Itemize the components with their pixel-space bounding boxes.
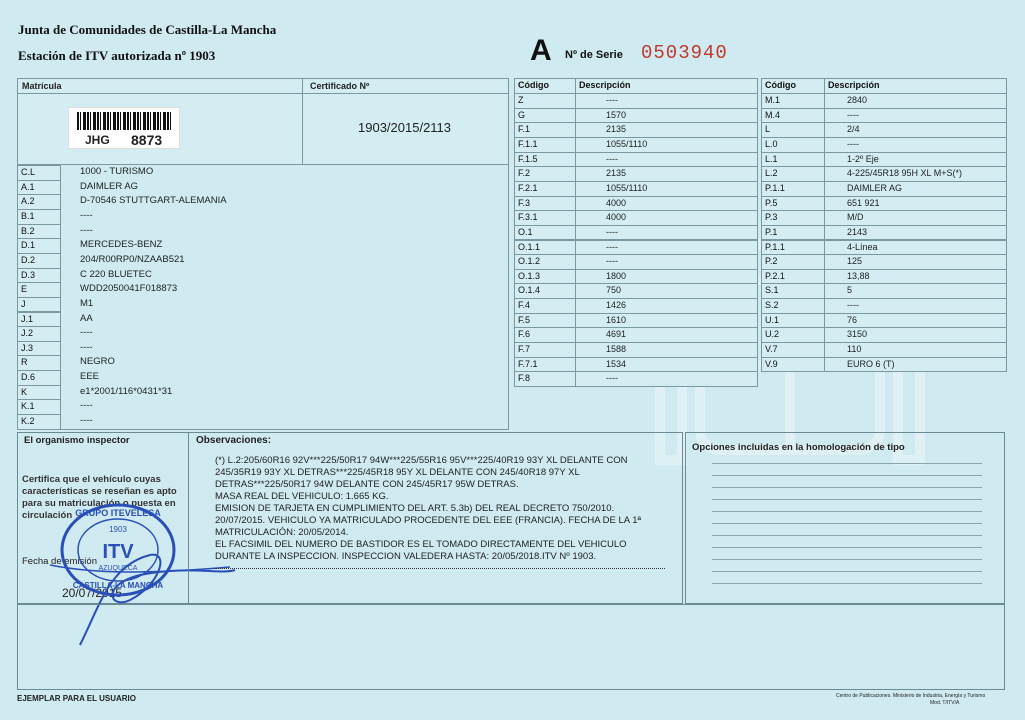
right-row-value: 13,88	[824, 269, 1007, 285]
right-desc-header: Descripción	[824, 78, 1007, 94]
right-row-value: 3150	[824, 327, 1007, 343]
opciones-line	[712, 511, 982, 512]
mid-row-value: ----	[575, 225, 758, 241]
right-row-code: V.9	[761, 357, 825, 373]
right-row-value: 4-Línea	[824, 240, 1007, 256]
opciones-line	[712, 475, 982, 476]
right-row-value: 125	[824, 254, 1007, 270]
right-row-code: P.5	[761, 196, 825, 212]
right-row-code: L	[761, 122, 825, 138]
header-line-2: Estación de ITV autorizada nº 1903	[18, 48, 216, 63]
mid-row-code: F.8	[514, 371, 576, 387]
right-row-value: ----	[824, 137, 1007, 153]
right-row-code: P.3	[761, 210, 825, 226]
right-row-code: P.1.1	[761, 181, 825, 197]
stamp-num: 1903	[109, 525, 127, 534]
opciones-label: Opciones incluidas en la homologación de tipo	[692, 442, 905, 453]
left-row-code: K.1	[17, 399, 61, 415]
mid-row-value: 1800	[575, 269, 758, 285]
mid-row-code: F.4	[514, 298, 576, 314]
right-row-value: 1-2º Eje	[824, 152, 1007, 168]
mid-row-value: 4691	[575, 327, 758, 343]
mid-row-code: O.1.3	[514, 269, 576, 285]
mid-code-header: Código	[514, 78, 576, 94]
mid-row-code: F.2.1	[514, 181, 576, 197]
mid-row-code: F.1	[514, 122, 576, 138]
left-row-code: D.3	[17, 268, 61, 284]
left-row-value: NEGRO	[80, 356, 115, 368]
right-row-value: ----	[824, 108, 1007, 124]
right-row-code: M.1	[761, 93, 825, 109]
mid-row-code: F.1.1	[514, 137, 576, 153]
observaciones-dotted-line	[215, 568, 665, 569]
right-row-code: S.2	[761, 298, 825, 314]
left-row-value: ----	[80, 209, 93, 221]
left-row-value: WDD2050041F018873	[80, 283, 178, 295]
right-row-code: S.1	[761, 283, 825, 299]
right-row-code: L.1	[761, 152, 825, 168]
left-row-code: J.3	[17, 341, 61, 357]
opciones-line	[712, 547, 982, 548]
left-row-value: C 220 BLUETEC	[80, 268, 152, 280]
serial-label: Nº de Serie	[565, 49, 623, 61]
opciones-line	[712, 523, 982, 524]
left-row-code: R	[17, 355, 61, 371]
footer-left: EJEMPLAR PARA EL USUARIO	[17, 694, 136, 703]
mid-row-value: 1534	[575, 357, 758, 373]
right-row-value: 5	[824, 283, 1007, 299]
mid-row-code: F.5	[514, 313, 576, 329]
right-row-code: U.2	[761, 327, 825, 343]
mid-row-code: O.1.2	[514, 254, 576, 270]
footer-right-1: Centro de Publicaciones. Ministerio de Industria, Energía y Turismo	[836, 693, 986, 699]
opciones-line	[712, 499, 982, 500]
right-row-value: ----	[824, 298, 1007, 314]
mid-row-value: 2135	[575, 122, 758, 138]
left-row-value: ----	[80, 224, 93, 236]
left-row-code: J.2	[17, 326, 61, 342]
mid-row-code: G	[514, 108, 576, 124]
right-row-value: 2840	[824, 93, 1007, 109]
right-row-code: V.7	[761, 342, 825, 358]
mid-row-code: O.1	[514, 225, 576, 241]
left-row-code: A.1	[17, 180, 61, 196]
opciones-line	[712, 535, 982, 536]
right-row-value: 2143	[824, 225, 1007, 241]
right-row-code: P.2	[761, 254, 825, 270]
right-row-value: M/D	[824, 210, 1007, 226]
mid-row-value: 1610	[575, 313, 758, 329]
left-values-panel	[60, 164, 509, 430]
category-letter: A	[530, 34, 552, 67]
left-row-value: 204/R00RP0/NZAAB521	[80, 253, 185, 265]
mid-row-value: 1055/1110	[575, 181, 758, 197]
stamp-bottom: CASTILLA-LA MANCHA	[72, 581, 164, 590]
plate-barcode	[68, 107, 180, 149]
left-row-code: A.2	[17, 194, 61, 210]
left-row-code: J.1	[17, 312, 61, 328]
left-row-code: D.2	[17, 253, 61, 269]
mid-row-value: ----	[575, 152, 758, 168]
observaciones-text: (*) L.2:205/60R16 92V***225/50R17 94W***225/55R16 95V***225/40R19 93Y XL DELANTE CON 245/35R19 93Y XL DETRAS***225/45R18 95Y XL DELANTE CON 245/40R18 97Y XL DETRAS***225/50R17 94W DELANTE CON 245/45R17 95W DETRAS. MASA REAL DEL VEHICULO: 1.665 KG. EMISION DE TARJETA EN CUMPLIMIENTO DEL ART. 5.3b) DEL REAL DECRETO 750/2010. 20/07/2015. VEHICULO YA MATRICULADO PROCEDENTE DEL EEE (FRANCIA). FECHA DE LA 1ª MATRICULACIÓN: 20/05/2014. EL FACSIMIL DEL NUMERO DE BASTIDOR ES EL TOMADO DIRECTAMENTE DEL VEHICULO DURANTE LA INSPECCION. INSPECCION VALEDERA HASTA: 20/05/2018.ITV Nº 1903.	[215, 455, 642, 562]
mid-row-value: ----	[575, 371, 758, 387]
right-row-value: 2/4	[824, 122, 1007, 138]
mid-row-value: 1055/1110	[575, 137, 758, 153]
right-row-value: EURO 6 (T)	[824, 357, 1007, 373]
left-row-value: DAIMLER AG	[80, 180, 139, 192]
left-row-code: D.1	[17, 238, 61, 254]
left-row-value: 1000 - TURISMO	[80, 166, 154, 177]
mid-row-value: ----	[575, 93, 758, 109]
right-row-code: M.4	[761, 108, 825, 124]
right-row-value: 4-225/45R18 95H XL M+S(*)	[824, 166, 1007, 182]
left-row-code: D.6	[17, 370, 61, 386]
right-row-value: DAIMLER AG	[824, 181, 1007, 197]
mid-row-value: 1570	[575, 108, 758, 124]
mid-row-value: 4000	[575, 196, 758, 212]
opciones-box	[685, 432, 1005, 604]
left-row-value: e1*2001/116*0431*31	[80, 385, 173, 397]
bottom-area	[17, 604, 1005, 690]
mid-row-value: 4000	[575, 210, 758, 226]
left-row-code: E	[17, 282, 61, 298]
certifica-text: Certifica que el vehículo cuyas características se reseñan es apto para su matriculación o puesta en circulación	[22, 474, 177, 521]
right-row-value: 651 921	[824, 196, 1007, 212]
left-row-code: B.1	[17, 209, 61, 225]
left-row-value: ----	[80, 327, 93, 339]
certificado-label: Certificado Nº	[310, 81, 370, 91]
plate-number: 8873	[131, 132, 163, 148]
mid-row-value: 750	[575, 283, 758, 299]
inspector-label: El organismo inspector	[24, 435, 130, 446]
observaciones-label: Observaciones:	[196, 435, 272, 446]
right-row-code: P.1	[761, 225, 825, 241]
mid-row-code: F.3.1	[514, 210, 576, 226]
mid-row-value: ----	[575, 240, 758, 256]
opciones-line	[712, 487, 982, 488]
opciones-line	[712, 463, 982, 464]
right-row-code: U.1	[761, 313, 825, 329]
mid-row-code: F.7	[514, 342, 576, 358]
mid-row-value: 2135	[575, 166, 758, 182]
left-row-value: M1	[80, 297, 94, 309]
right-row-code: L.0	[761, 137, 825, 153]
left-row-value: D-70546 STUTTGART-ALEMANIA	[80, 195, 227, 207]
left-row-code: J	[17, 297, 61, 313]
mid-row-value: 1426	[575, 298, 758, 314]
fecha-value: 20/07/2015	[62, 586, 123, 600]
right-row-code: P.2.1	[761, 269, 825, 285]
mid-row-code: F.3	[514, 196, 576, 212]
opciones-line	[712, 571, 982, 572]
fecha-label: Fecha de emisión	[22, 556, 97, 567]
mid-row-value: 1588	[575, 342, 758, 358]
left-row-value: AA	[80, 312, 93, 324]
left-row-value: EEE	[80, 371, 100, 383]
right-row-value: 110	[824, 342, 1007, 358]
footer-right-2: Mod. T/ITV/A	[930, 700, 960, 706]
right-row-value: 76	[824, 313, 1007, 329]
mid-desc-header: Descripción	[575, 78, 758, 94]
mid-row-code: F.2	[514, 166, 576, 182]
left-row-code: B.2	[17, 224, 61, 240]
certificado-value: 1903/2015/2113	[358, 120, 452, 135]
barcode-icon	[77, 112, 173, 130]
left-row-value: ----	[80, 400, 93, 412]
mid-row-code: F.1.5	[514, 152, 576, 168]
header-line-1: Junta de Comunidades de Castilla-La Mancha	[18, 22, 277, 37]
right-row-code: P.1.1	[761, 240, 825, 256]
left-row-value: ----	[80, 341, 93, 353]
serial-number: 0503940	[641, 42, 728, 64]
right-row-code: L.2	[761, 166, 825, 182]
mid-row-code: F.6	[514, 327, 576, 343]
left-row-code: K	[17, 385, 61, 401]
mid-row-code: O.1.4	[514, 283, 576, 299]
stamp-city: AZUQUECA	[98, 565, 138, 572]
opciones-line	[712, 583, 982, 584]
plate-prefix: JHG	[85, 133, 110, 147]
left-row-code: C.L	[17, 165, 61, 181]
left-row-value: ----	[80, 415, 93, 427]
opciones-line	[712, 559, 982, 560]
left-row-value: MERCEDES-BENZ	[80, 239, 163, 251]
stamp-mid: ITV	[102, 541, 134, 563]
mid-row-value: ----	[575, 254, 758, 270]
left-row-code: K.2	[17, 414, 61, 430]
mid-row-code: Z	[514, 93, 576, 109]
stamp-top: GRUPO ITEVELESA	[75, 508, 161, 518]
mid-row-code: F.7.1	[514, 357, 576, 373]
right-code-header: Código	[761, 78, 825, 94]
mid-row-code: O.1.1	[514, 240, 576, 256]
matricula-label: Matrícula	[22, 81, 62, 91]
